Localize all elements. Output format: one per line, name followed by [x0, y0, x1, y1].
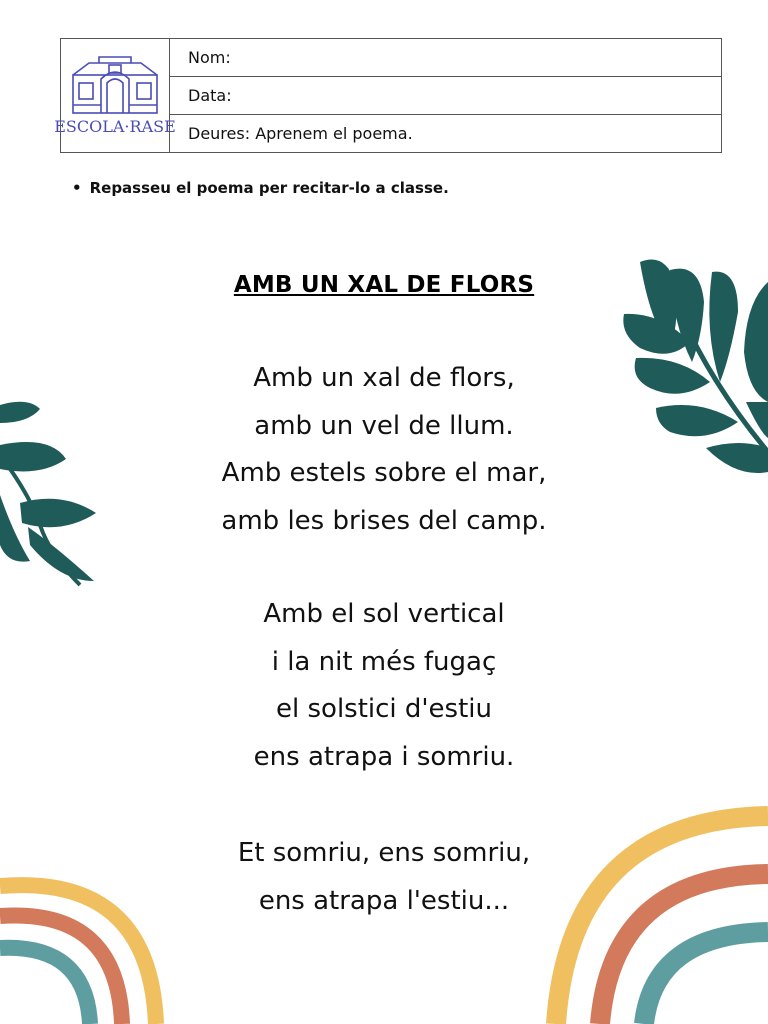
poem-line: ens atrapa l'estiu... [258, 885, 510, 916]
poem-line: Amb estels sobre el mar, [221, 458, 547, 488]
header-fields [170, 39, 721, 152]
poem-stanza-2 [0, 591, 768, 781]
poem-title: AMB UN XAL DE FLORS [233, 272, 535, 298]
logo-text: ESCOLA·RASE [54, 117, 176, 136]
poem-line: el solstici d'estiu [276, 694, 492, 724]
poem-line: i la nit més fugaç [271, 646, 497, 677]
right-rainbow-icon [540, 800, 768, 1024]
poem-line: Amb el sol vertical [263, 599, 505, 629]
bullet-dot-icon: • [72, 179, 82, 197]
date-field: Data: [170, 77, 721, 115]
poem-line: Et somriu, ens somriu, [237, 838, 531, 868]
name-field: Nom: [170, 39, 721, 77]
homework-field: Deures: Aprenem el poema. [188, 124, 413, 143]
instruction-text: Repasseu el poema per recitar-lo a classe. [89, 179, 449, 197]
poem-line: amb les brises del camp. [221, 505, 547, 536]
school-building-icon [69, 55, 161, 115]
left-rainbow-icon [0, 868, 170, 1024]
poem-stanza-1 [0, 355, 768, 545]
instruction-bullet [72, 179, 449, 197]
poem-line: ens atrapa i somriu. [253, 741, 515, 772]
school-logo [54, 39, 176, 152]
header-table [54, 38, 722, 153]
poem-line: amb un vel de llum. [254, 410, 514, 441]
poem-line: Amb un xal de flors, [253, 363, 515, 393]
